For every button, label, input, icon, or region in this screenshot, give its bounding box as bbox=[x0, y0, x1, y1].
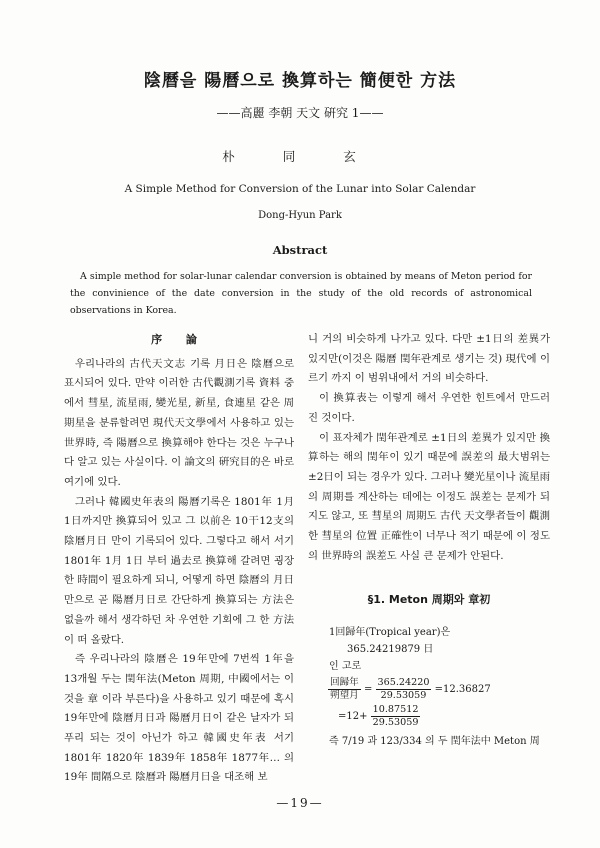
author-korean: 朴 同 玄 bbox=[222, 149, 378, 164]
page-number: —19— bbox=[276, 796, 324, 810]
english-title: A Simple Method for Conversion of the Lunar into Solar Calendar bbox=[124, 183, 476, 195]
fraction-mid: $\frac{365.24220}{29.53059}$ bbox=[377, 677, 430, 702]
thus-label: 인 고로 bbox=[329, 661, 362, 673]
fraction-remainder: $\frac{10.87512}{29.53059}$ bbox=[372, 704, 419, 729]
equation-ratio: $\frac{\text{回歸年}}{\text{朔望月}}$ = $\frac{365.24220}{29.53059}$ =12.36827 bbox=[330, 677, 491, 702]
equation-expansion: =12+ $\frac{10.87512}{29.53059}$ bbox=[338, 704, 419, 729]
abstract-heading: Abstract bbox=[272, 243, 328, 257]
body-paragraph: 이 換算表는 이렇게 해서 우연한 힌트에서 만드러진 것이다. bbox=[308, 392, 550, 424]
body-paragraph: 즉 우리나라의 陰曆은 19年만에 7번씩 1年을 13개월 두는 閏年法(Meton 周期, 中國에서는 이것을 章 이라 부른다)을 사용하고 있기 때문에 혹시 19年만에 陰曆月日과 陽曆月日이 같은 날자가 되푸리 되는 것이 아닌가 하고 韓國史年表 서기 1801年 1820年 1839年 1858年 1877年… 의 19年 間隔으로 陰曆과 陽曆月日을 대조해 보 bbox=[64, 653, 294, 784]
body-last-line: 즉 7/19 과 123/334 의 두 閏年法中 Meton 周 bbox=[329, 736, 540, 748]
body-paragraph: 니 거의 비슷하게 나가고 있다. 다만 ±1日의 差異가 있지만(이것은 陽曆 閏年관계로 생기는 것) 現代에 이르기 까지 이 범위내에서 거의 비슷하다. bbox=[308, 333, 550, 385]
abstract-text: A simple method for solar-lunar calendar conversion is obtained by means of Meton period for the convinience of the date conversion in the study of the old records of astronomical observations in Korea. bbox=[70, 271, 532, 316]
section-heading-introduction: 序 論 bbox=[151, 333, 207, 346]
english-author: Dong-Hyun Park bbox=[258, 210, 342, 221]
left-column bbox=[64, 330, 294, 788]
body-paragraph: 우리나라의 古代天文志 기록 月日은 陰曆으로 표시되어 있다. 만약 이러한 古代觀測기록 資料 중에서 彗星, 流星雨, 變光星, 新星, 食連星 같은 周期星을 분류할려면 現代天文學에서 사용하고 있는 世界時, 즉 陽曆으로 換算해야 한다는 것은 누구나 다 알고 있는 사실이다. 이 論文의 硏究目的은 바로 여기에 있다. bbox=[64, 357, 294, 488]
paper-title: 陰曆을 陽曆으로 換算하는 簡便한 方法 bbox=[143, 71, 457, 91]
body-paragraph: 그러나 韓國史年表의 陽曆기록은 1801年 1月 1日까지만 換算되어 있고 그 以前은 10干12支의 陰曆月日 만이 기록되어 있다. 그렇다고 해서 서기 1801年 1月 1日 부터 過去로 換算해 갈려면 굉장한 時間이 필요하게 되니, 어떻게 하면 陰曆의 月日만으로 곧 陽曆月日로 간단하게 換算되는 方法은 없을까 해서 생각하던 차 우연한 기회에 그 한 方法이 떠 올랐다. bbox=[64, 495, 294, 646]
ratio-result: =12.36827 bbox=[434, 684, 491, 696]
fraction-lhs: $\frac{\text{回歸年}}{\text{朔望月}}$ bbox=[330, 677, 359, 702]
body-paragraph: 이 표자체가 閏年관계로 ±1日의 差異가 있지만 換算하는 해의 閏年이 있기 때문에 誤差의 最大범위는 ±2日이 되는 경우가 있다. 그러나 變光星이나 流星雨의 周期를 계산하는 데에는 이정도 誤差는 문제가 되지도 않고, 또 彗星의 周期도 古代 天文學者들이 觀測한 彗星의 位置 正確性이 너무나 적기 때문에 이 정도의 世界時의 誤差도 사실 큰 문제가 안된다. bbox=[308, 431, 550, 562]
paper-subtitle: ——高麗 李朝 天文 硏究 1—— bbox=[216, 106, 384, 120]
tropical-year-label: 1回歸年(Tropical year)은 bbox=[329, 627, 451, 639]
section-heading-meton: §1. Meton 周期와 章初 bbox=[367, 593, 491, 607]
right-column bbox=[308, 330, 550, 750]
tropical-year-value: 365.24219879 日 bbox=[347, 644, 434, 656]
